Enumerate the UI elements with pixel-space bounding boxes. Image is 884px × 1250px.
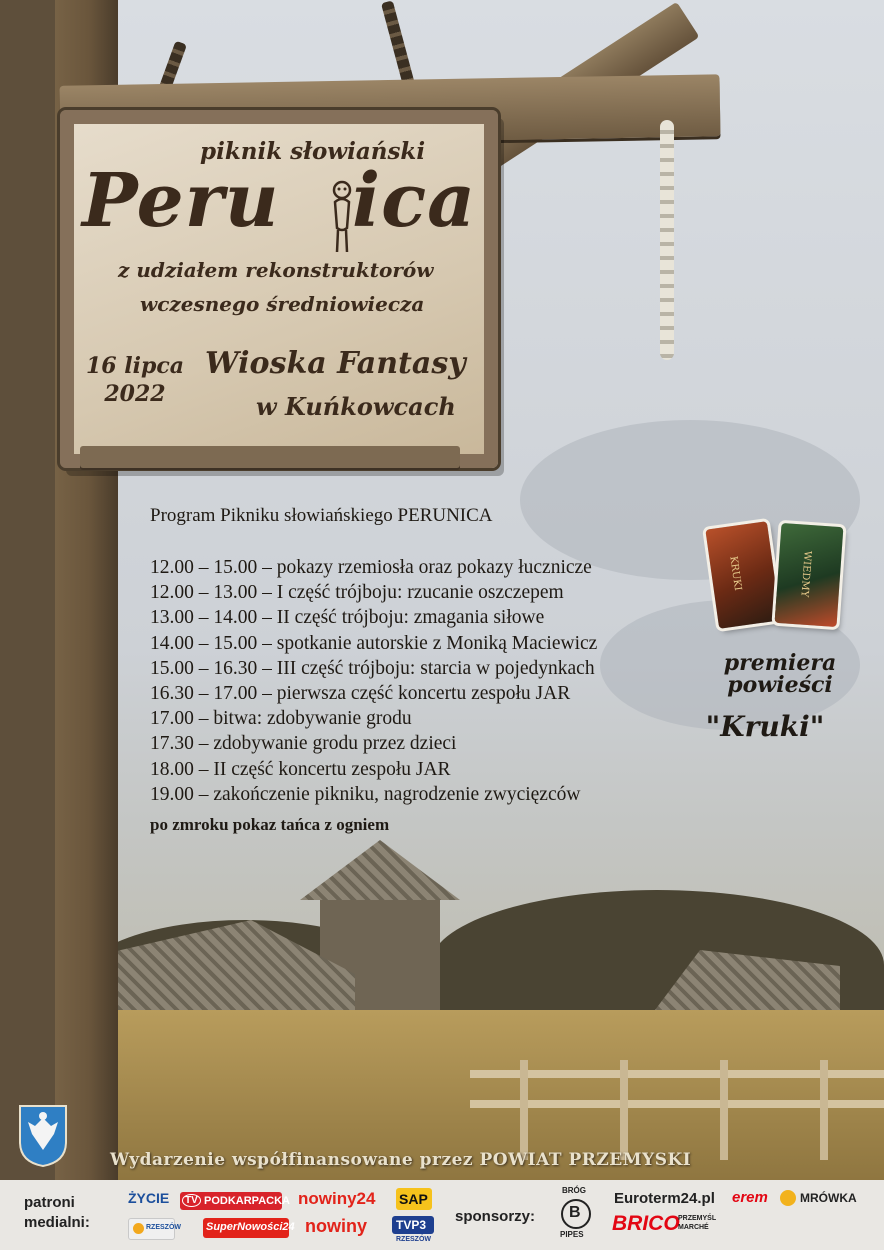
event-date (80, 352, 190, 408)
ant-icon (780, 1190, 796, 1206)
patrons-label: patroni (24, 1194, 75, 1211)
program-item: 19.00 – zakończenie pikniku, nagrodzenie zwycięzców (150, 783, 581, 805)
book-cover-wiedmy (775, 523, 844, 627)
fence-post (820, 1060, 828, 1160)
nowiny24-logo[interactable]: nowiny24 (298, 1189, 376, 1208)
sign-line-middle-ages: wczesnego średniowiecza (140, 292, 425, 316)
powiat-crest-icon (18, 1104, 68, 1168)
brico-logo[interactable]: BRICO (612, 1212, 680, 1235)
program-list (150, 505, 597, 835)
program-item: 18.00 – II część koncertu zespołu JAR (150, 758, 451, 780)
fence-post (520, 1060, 528, 1160)
program-item: 13.00 – 14.00 – II część trójboju: zmagania siłowe (150, 607, 545, 629)
zycie-logo[interactable]: ŻYCIE (128, 1190, 170, 1206)
polskie-radio-logo[interactable] (128, 1218, 181, 1240)
program-item: 12.00 – 13.00 – I część trójboju: rzucanie oszczepem (150, 582, 564, 604)
premiere-caption (700, 652, 860, 696)
event-date-day: 16 lipca (85, 353, 185, 379)
radio-icon (133, 1223, 144, 1234)
program-item: 14.00 – 15.00 – spotkanie autorskie z Moniką Maciewicz (150, 632, 598, 654)
tvp3-name: TVP3 (396, 1218, 427, 1232)
premiere-title: "Kruki" (705, 710, 825, 743)
tv-podkarpacka-name: PODKARPACKA (204, 1195, 290, 1207)
sign-title-part2: ica (352, 158, 477, 244)
premiere-line: premiera (723, 650, 837, 676)
patrons-label: medialni: (24, 1214, 90, 1231)
premiere-line: powieści (727, 672, 833, 698)
venue-place: w Kuńkowcach (256, 392, 456, 421)
tower-roof (300, 840, 460, 900)
book-title: KRUKI (727, 555, 744, 592)
euroterm-logo[interactable]: Euroterm24.pl (614, 1190, 715, 1207)
sap-logo[interactable] (396, 1188, 432, 1210)
fence-post (720, 1060, 728, 1160)
nowiny-logo[interactable]: nowiny (305, 1216, 367, 1236)
program-item: 17.00 – bitwa: zdobywanie grodu (150, 708, 412, 730)
program-item: 17.30 – zdobywanie grodu przez dzieci (150, 733, 457, 755)
wooden-post-shadow (0, 0, 55, 1180)
sign-lower-plank (80, 446, 460, 468)
polskie-radio-city: RZESZÓW (146, 1224, 181, 1231)
sponsor-footer (0, 1180, 884, 1250)
sap-name: SAP (399, 1191, 428, 1207)
program-item: 15.00 – 16.30 – III część trójboju: starcia w pojedynkach (150, 657, 595, 679)
brico-sub: PRZEMYŚL MARCHÉ (678, 1215, 716, 1231)
book-title: WIEDMY (798, 550, 813, 598)
tvp3-logo[interactable] (392, 1216, 434, 1234)
rope-noose (660, 120, 674, 360)
program-title: Program Pikniku słowiańskiego PERUNICA (150, 505, 493, 526)
brog-pipes-logo[interactable] (550, 1186, 600, 1244)
super-nowosci-name: SuperNowości24 (206, 1221, 295, 1233)
village-illustration (0, 830, 884, 1180)
event-date-year: 2022 (104, 381, 166, 407)
perunica-figurine-icon (330, 180, 354, 256)
venue-name: Wioska Fantasy (205, 346, 466, 381)
sign-subtitle: piknik słowiański (200, 138, 426, 165)
sign-title-part1: Peru (82, 158, 280, 244)
program-item: 16.30 – 17.00 – pierwsza część koncertu zespołu JAR (150, 683, 571, 705)
cofinancing-note: Wydarzenie współfinansowane przez POWIAT PRZEMYSKI (110, 1150, 692, 1170)
sign-line-reconstructors: z udziałem rekonstruktorów (118, 258, 434, 282)
sponsors-label: sponsorzy: (455, 1208, 536, 1225)
brog-top: BRÓG (562, 1186, 586, 1195)
brog-letter: B (569, 1204, 581, 1221)
program-after-dark: po zmroku pokaz tańca z ogniem (150, 815, 390, 835)
super-nowosci-logo[interactable] (203, 1218, 295, 1238)
tvp3-city: RZESZÓW (396, 1236, 431, 1243)
program-item: 12.00 – 15.00 – pokazy rzemiosła oraz pokazy łucznicze (150, 557, 592, 578)
tv-icon: TV (182, 1194, 201, 1207)
tv-podkarpacka-logo[interactable] (180, 1192, 290, 1210)
fence-post (620, 1060, 628, 1160)
brog-bottom: PIPES (560, 1230, 584, 1239)
mrowka-logo[interactable]: MRÓWKA (800, 1191, 857, 1205)
erem-logo[interactable]: erem (732, 1189, 768, 1206)
